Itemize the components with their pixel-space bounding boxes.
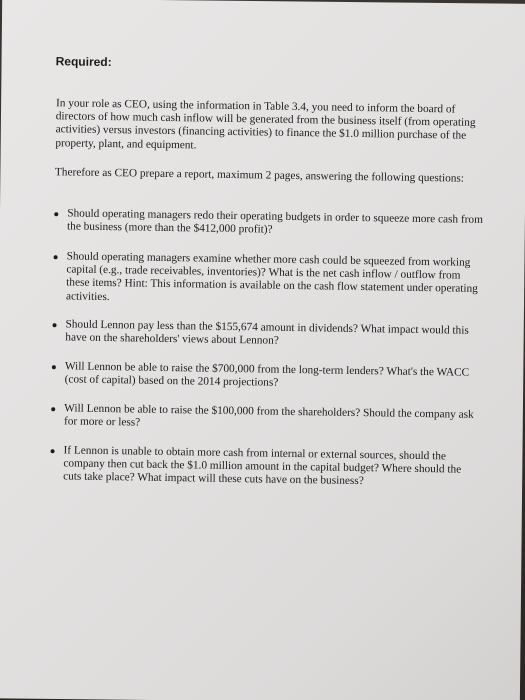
bullet-icon	[54, 255, 58, 259]
question-text: Should Lennon pay less than the $155,674 amount in dividends? What impact would this have on the shareholders' views about Lennon?	[65, 318, 469, 347]
bullet-icon	[51, 449, 55, 453]
heading-required: Required:	[55, 54, 112, 70]
question-item	[54, 207, 484, 240]
question-text: Will Lennon be able to raise the $100,000 from the shareholders? Should the company ask for more or less?	[63, 402, 474, 429]
question-item	[51, 402, 481, 435]
instruction-paragraph: Therefore as CEO prepare a report, maximum 2 pages, answering the following questions:	[54, 166, 465, 185]
question-item	[52, 360, 482, 393]
intro-paragraph: In your role as CEO, using the information in Table 3.4, you need to inform the board of directors of how much cash inflow will be generated from the business itself (from operating activities) versus investors (financing activities) to finance the $1.0 million purchase of the property, plant, and equipment.	[55, 97, 476, 152]
question-text: Will Lennon be able to raise the $700,000 from the long-term lenders? What's the WACC (cost of capital) based on the 2014 projections?	[64, 360, 470, 389]
bullet-icon	[52, 365, 56, 369]
bullet-icon	[51, 407, 55, 411]
question-item	[53, 250, 484, 310]
question-text: If Lennon is unable to obtain more cash from internal or external sources, should the company then cut back the $1.0 million amount in the capital budget? Where should the cuts take place? What impact will these cuts have on the business?	[63, 444, 462, 488]
bullet-icon	[54, 212, 58, 216]
question-item	[52, 318, 482, 351]
question-text: Should operating managers examine whether more cash could be squeezed from working capital (e.g., trade receivables, inventories)? What is the net cash inflow / outflow from these items? Hint: This information is available on the cash flow statement under operating activities.	[65, 250, 478, 303]
bullet-icon	[53, 323, 57, 327]
question-item	[50, 444, 481, 490]
question-text: Should operating managers redo their operating budgets in order to squeeze more cash from the business (more than the $412,000 profit)?	[66, 207, 484, 236]
